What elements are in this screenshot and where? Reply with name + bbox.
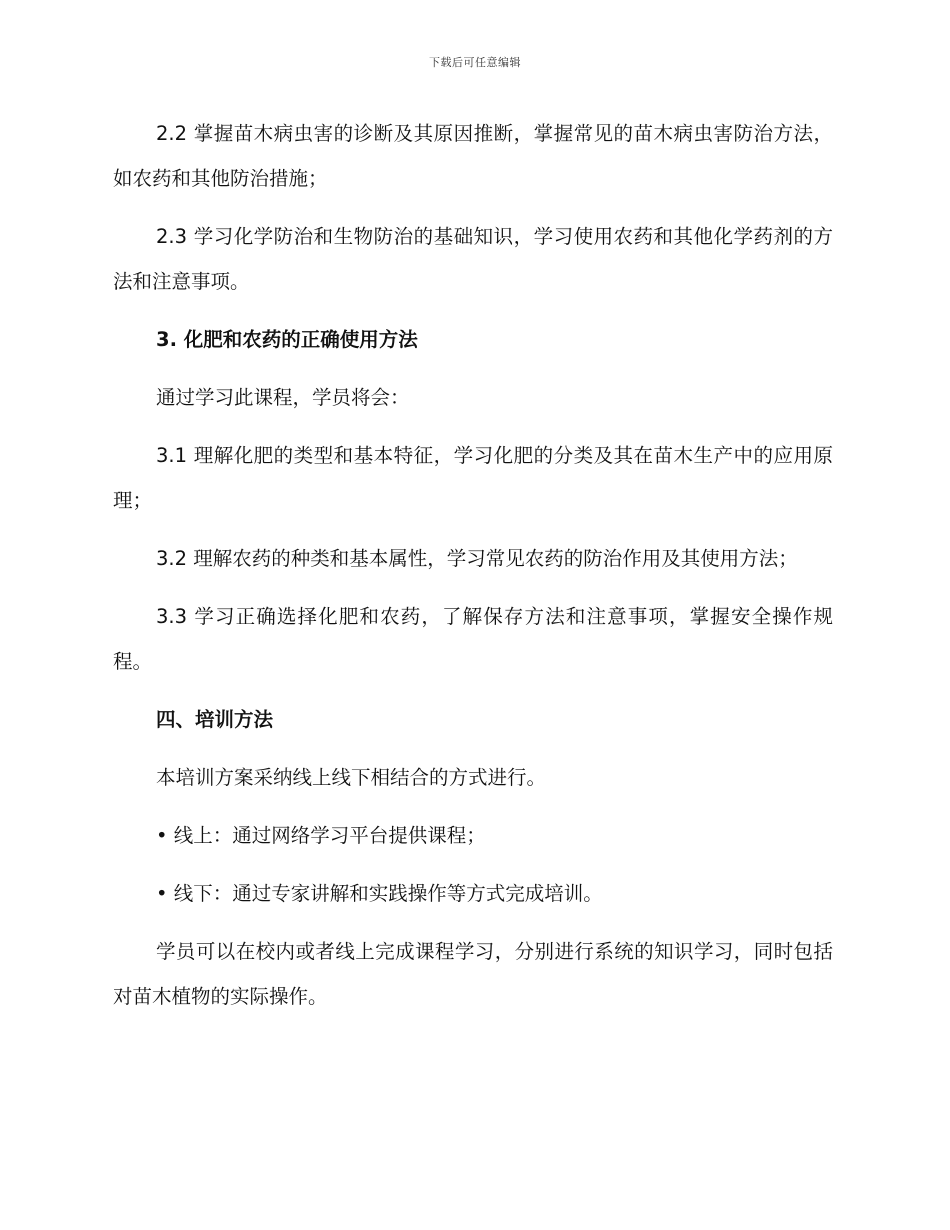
paragraph-3-2: 3.2 理解农药的种类和基本属性，学习常见农药的防治作用及其使用方法； xyxy=(156,547,798,570)
paragraph-4-intro: 本培训方案采纳线上线下相结合的方式进行。 xyxy=(156,766,547,789)
section-heading-4: 四、培训方法 xyxy=(156,708,274,731)
list-item-offline: • 线下：通过专家讲解和实践操作等方式完成培训。 xyxy=(156,882,603,905)
document-body xyxy=(113,111,833,1032)
paragraph-3-3: 3.3 学习正确选择化肥和农药，了解保存方法和注意事项，掌握安全操作规程。 xyxy=(113,605,833,673)
list-item-online: • 线上：通过网络学习平台提供课程； xyxy=(156,824,486,847)
section-heading-3: 3. 化肥和农药的正确使用方法 xyxy=(156,328,418,351)
paragraph-3-intro: 通过学习此课程，学员将会： xyxy=(156,386,410,409)
page-header: 下载后可任意编辑 xyxy=(429,56,521,69)
paragraph-4-summary: 学员可以在校内或者线上完成课程学习，分别进行系统的知识学习，同时包括对苗木植物的实际操作。 xyxy=(113,940,833,1008)
paragraph-2-2: 2.2 掌握苗木病虫害的诊断及其原因推断，掌握常见的苗木病虫害防治方法，如农药和其他防治措施； xyxy=(113,122,833,190)
paragraph-3-1: 3.1 理解化肥的类型和基本特征，学习化肥的分类及其在苗木生产中的应用原理； xyxy=(113,444,833,512)
paragraph-2-3: 2.3 学习化学防治和生物防治的基础知识，学习使用农药和其他化学药剂的方法和注意事项。 xyxy=(113,225,833,293)
